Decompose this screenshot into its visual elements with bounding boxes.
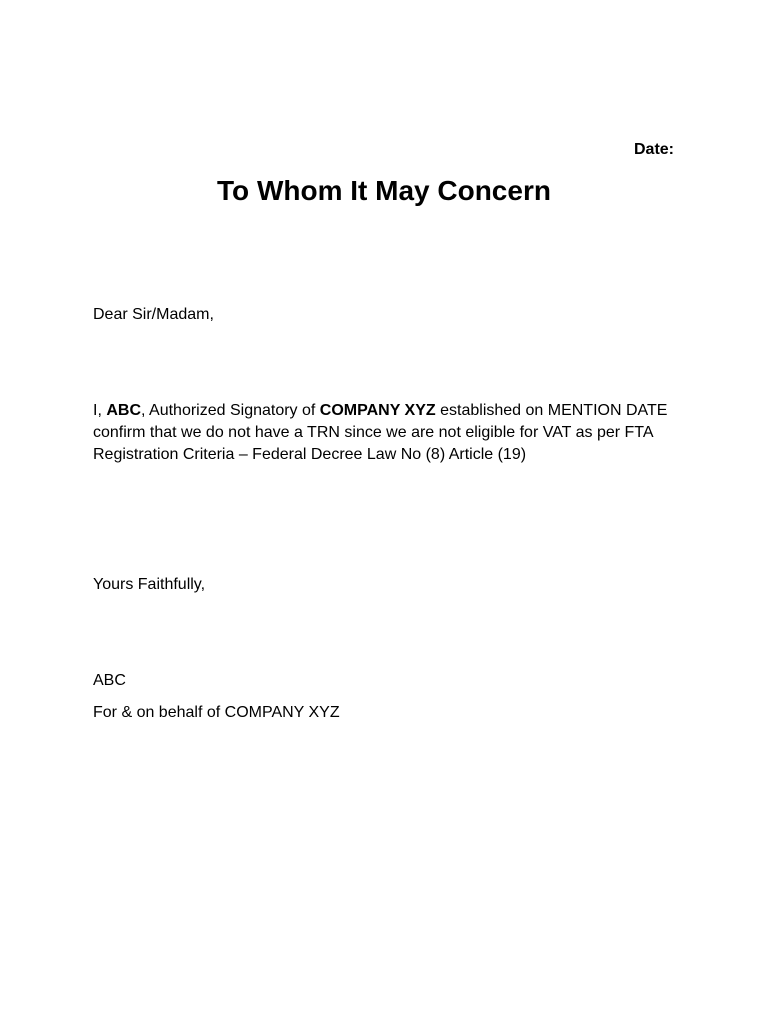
body-text-established: established on MENTION DATE: [435, 402, 668, 419]
company-name-inline: COMPANY XYZ: [319, 402, 436, 419]
date-label: Date:: [634, 141, 675, 158]
closing: Yours Faithfully,: [93, 576, 206, 593]
body-line-1: [93, 400, 683, 422]
body-text-role: , Authorized Signatory of: [141, 402, 320, 419]
signatory-name-inline: ABC: [106, 402, 142, 419]
salutation: Dear Sir/Madam,: [93, 306, 214, 323]
body-paragraph: [93, 400, 683, 466]
body-text-intro: I,: [93, 402, 107, 419]
body-line-2: confirm that we do not have a TRN since we are not eligible for VAT as per FTA: [93, 424, 654, 441]
signatory-name: ABC: [93, 672, 126, 689]
on-behalf-line: For & on behalf of COMPANY XYZ: [93, 704, 340, 721]
body-line-3: Registration Criteria – Federal Decree Law No (8) Article (19): [93, 446, 527, 463]
letter-title: To Whom It May Concern: [217, 175, 551, 206]
